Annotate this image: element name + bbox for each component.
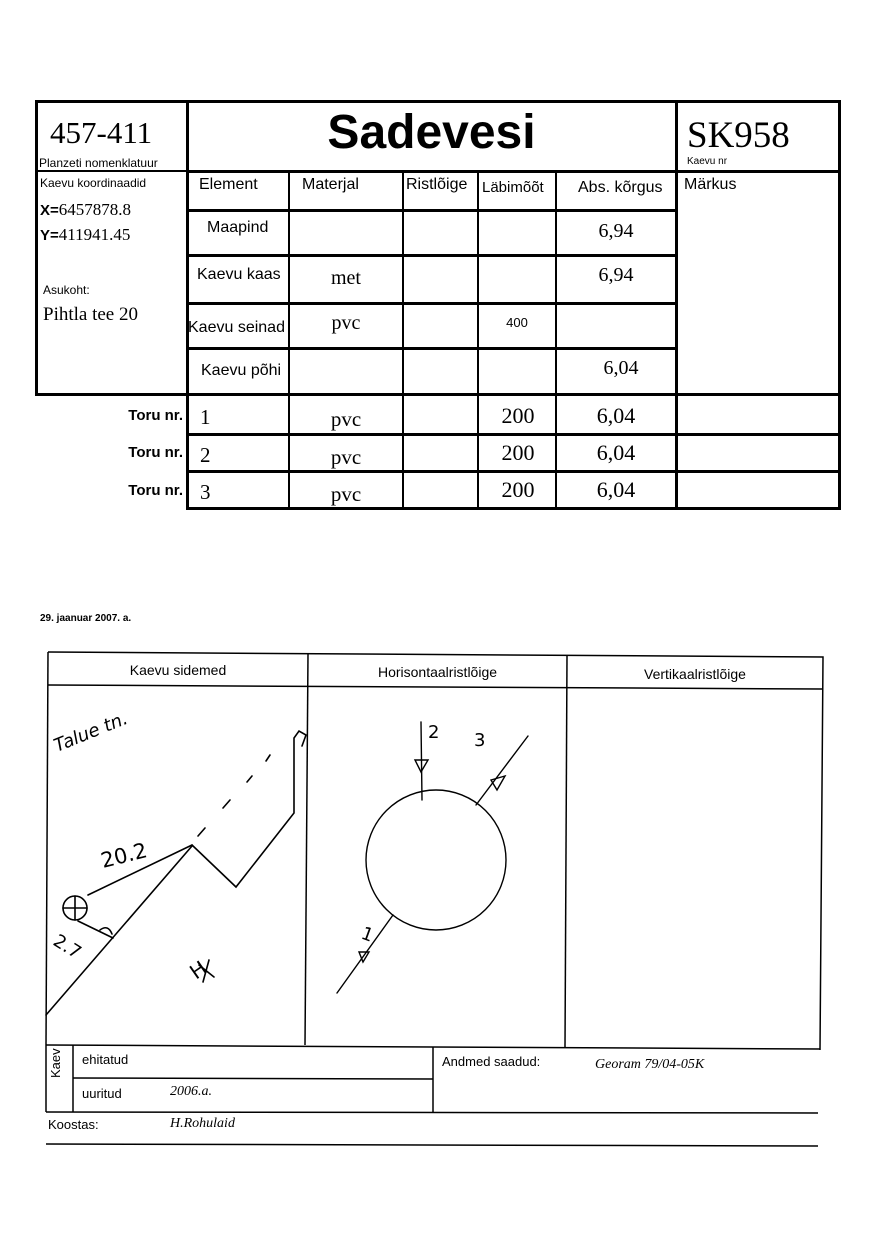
data-source-label: Andmed saadud: bbox=[442, 1054, 541, 1069]
element-material: pvc bbox=[331, 312, 361, 334]
col-header-diameter: Läbimõõt bbox=[482, 179, 544, 196]
surveyed-label: uuritud bbox=[82, 1086, 122, 1101]
author-value: H.Rohulaid bbox=[170, 1116, 235, 1131]
handwritten-distance-2: 2.7 bbox=[49, 930, 85, 964]
pipe-no: 3 bbox=[200, 480, 211, 504]
coord-y-value: 411941.45 bbox=[58, 225, 131, 244]
nomenclature-label: Planzeti nomenklatuur bbox=[39, 156, 158, 170]
pipe-label: Toru nr. bbox=[128, 482, 183, 499]
element-name: Kaevu põhi bbox=[201, 362, 282, 379]
pipe-diameter: 200 bbox=[501, 403, 535, 428]
pipe-material: pvc bbox=[330, 445, 362, 469]
coord-x-label: X= bbox=[40, 202, 59, 219]
col-title-horizontal: Horisontaalristlõige bbox=[377, 664, 498, 680]
pipe-mark-3: 3 bbox=[474, 730, 486, 751]
pipe-no: 1 bbox=[200, 405, 211, 429]
col-header-marks: Märkus bbox=[684, 176, 737, 193]
pipe-mark-2: 2 bbox=[428, 722, 440, 743]
location-value: Pihtla tee 20 bbox=[43, 304, 138, 325]
pipe-label: Toru nr. bbox=[128, 444, 183, 461]
nomenclature-value: 457-411 bbox=[50, 115, 153, 150]
well-no-label: Kaevu nr bbox=[687, 156, 728, 167]
element-elevation: 6,04 bbox=[603, 357, 639, 379]
sidemed-drawing bbox=[46, 731, 306, 1015]
col-header-cross: Ristlõige bbox=[406, 176, 468, 193]
pipe-no: 2 bbox=[200, 443, 211, 467]
col-header-material: Materjal bbox=[302, 176, 359, 193]
horizontal-section-drawing bbox=[337, 722, 528, 993]
author-label: Koostas: bbox=[48, 1117, 99, 1132]
built-label: ehitatud bbox=[82, 1052, 129, 1067]
element-elevation: 6,94 bbox=[598, 220, 634, 242]
pipe-material: pvc bbox=[330, 407, 362, 431]
handwritten-h: H bbox=[185, 955, 212, 985]
col-title-sidemed: Kaevu sidemed bbox=[129, 662, 227, 678]
coord-x-value: 6457878.8 bbox=[58, 200, 132, 219]
col-title-vertical: Vertikaalristlõige bbox=[644, 666, 746, 682]
pipe-mark-1: 1 bbox=[358, 922, 377, 947]
pipe-elevation: 6,04 bbox=[596, 403, 636, 428]
document-date: 29. jaanuar 2007. a. bbox=[40, 613, 132, 624]
well-circle bbox=[366, 790, 506, 930]
element-name: Kaevu kaas bbox=[197, 266, 281, 283]
col-header-elevation: Abs. kõrgus bbox=[578, 179, 663, 196]
location-label: Asukoht: bbox=[43, 283, 90, 297]
footer-vertical-label: Kaev bbox=[48, 1048, 63, 1078]
element-name: Kaevu seinad bbox=[188, 319, 285, 336]
well-no-value: SK958 bbox=[687, 115, 790, 156]
data-source-value: Georam 79/04-05K bbox=[595, 1057, 705, 1072]
surveyed-value: 2006.a. bbox=[170, 1084, 212, 1099]
pipe-material: pvc bbox=[330, 482, 362, 506]
handwritten-street: Talue tn. bbox=[51, 708, 131, 757]
handwritten-distance-1: 20.2 bbox=[98, 838, 150, 873]
pipe-diameter: 200 bbox=[501, 440, 535, 465]
element-name: Maapind bbox=[207, 219, 269, 236]
pipe-label: Toru nr. bbox=[128, 407, 183, 424]
element-elevation: 6,94 bbox=[598, 264, 634, 286]
element-material: met bbox=[331, 267, 361, 289]
page-title: Sadevesi bbox=[327, 106, 536, 159]
pipe-elevation: 6,04 bbox=[596, 440, 636, 465]
col-header-element: Element bbox=[199, 176, 258, 193]
pipe-elevation: 6,04 bbox=[596, 477, 636, 502]
element-diameter: 400 bbox=[506, 315, 528, 330]
pipe-diameter: 200 bbox=[501, 477, 535, 502]
coord-y-label: Y= bbox=[40, 227, 59, 244]
coords-label: Kaevu koordinaadid bbox=[40, 176, 147, 190]
